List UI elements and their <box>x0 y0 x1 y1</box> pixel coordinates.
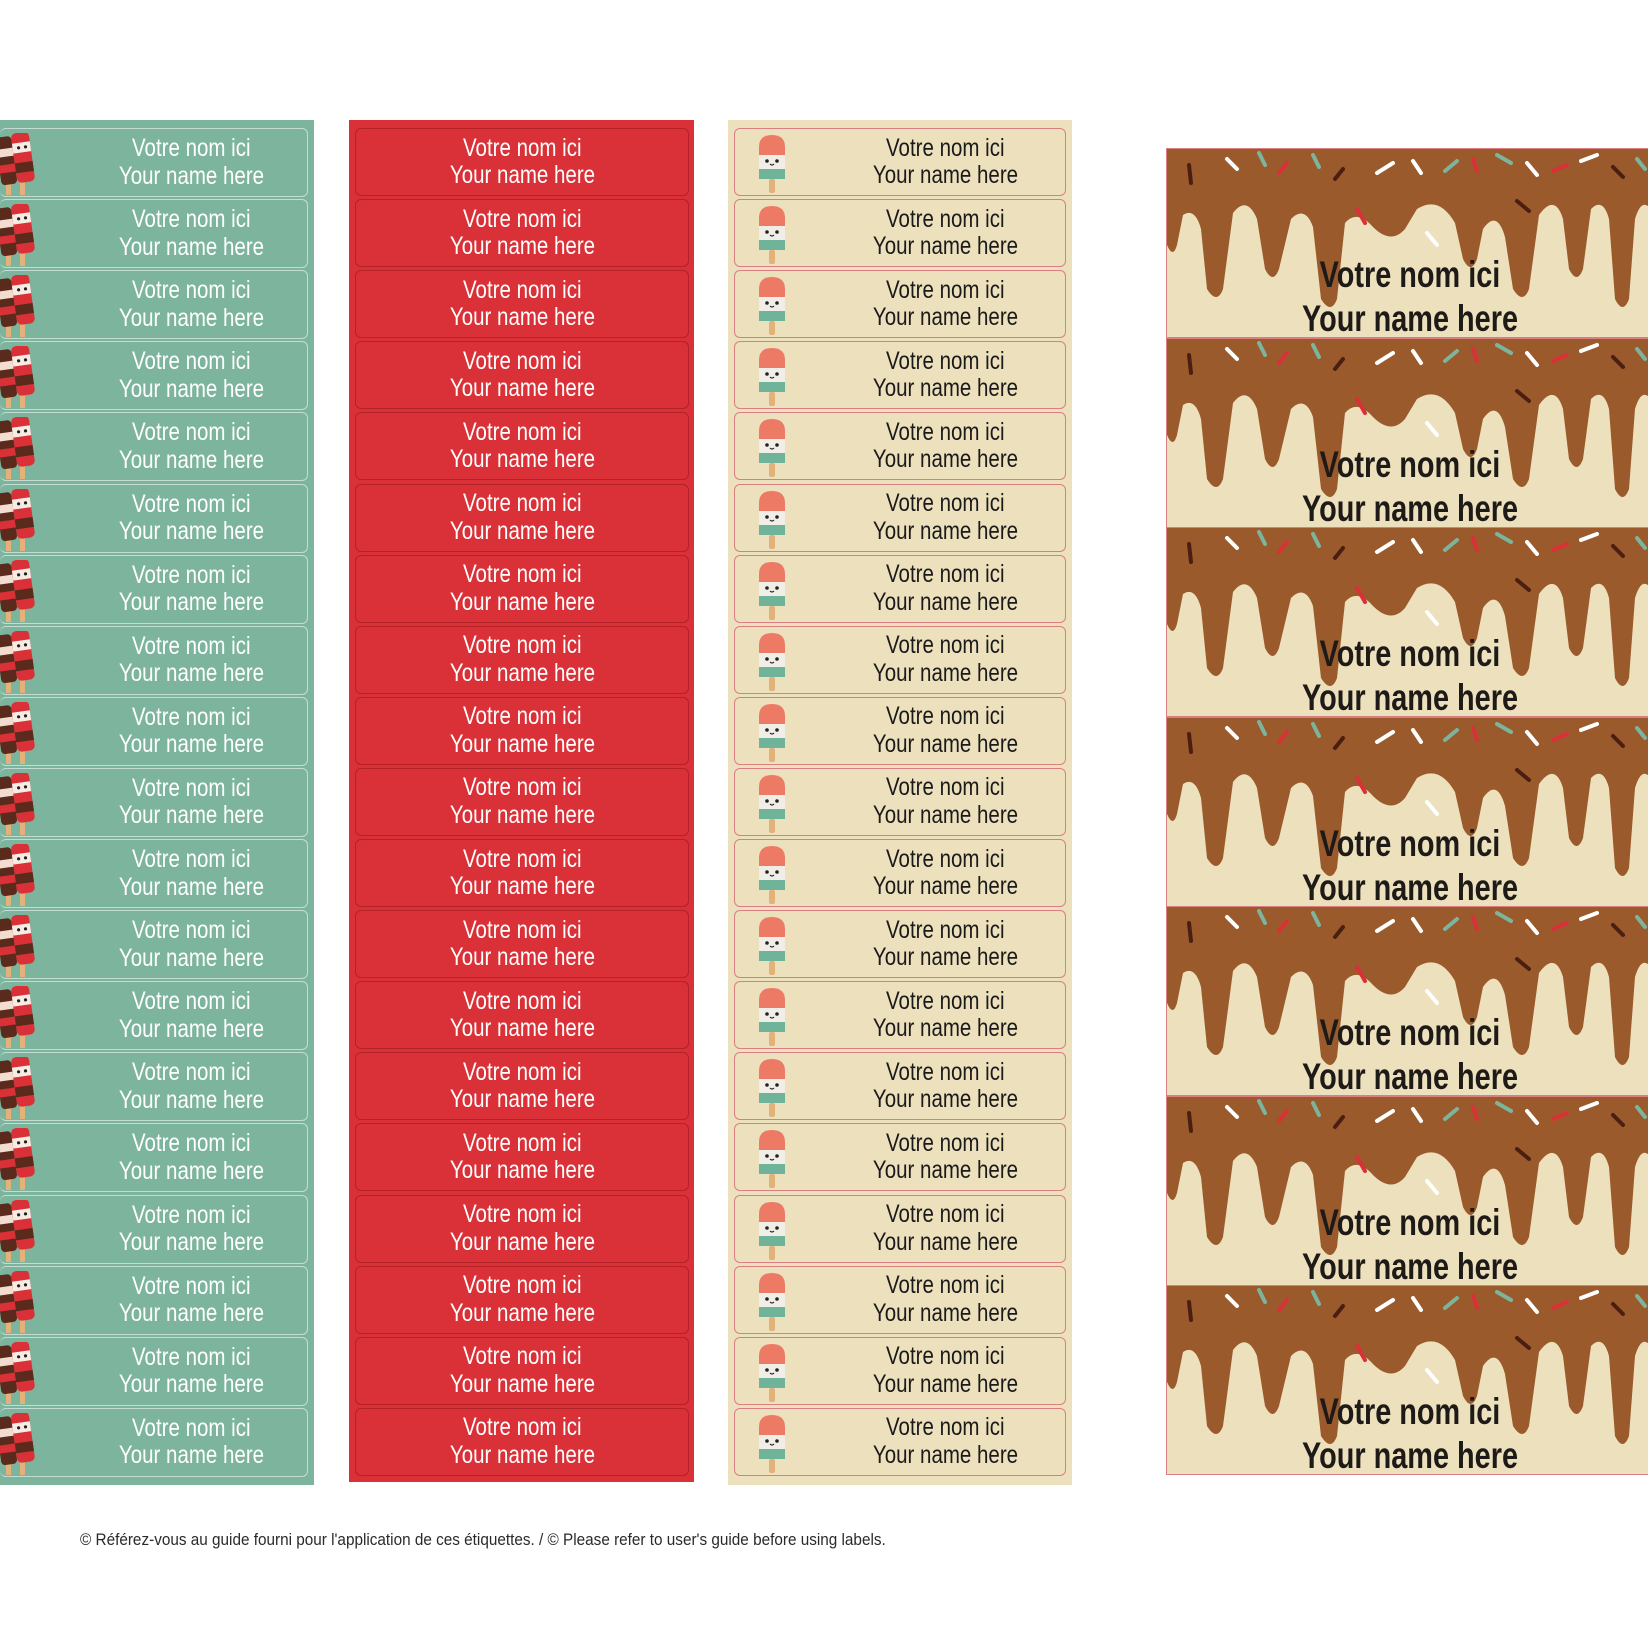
name-label <box>734 128 1066 196</box>
name-label <box>355 199 689 267</box>
popsicle-icon <box>755 1128 789 1190</box>
popsicle-icon <box>755 986 789 1048</box>
label-line-french: Votre nom ici <box>462 844 582 873</box>
popsicle-icon <box>755 844 789 906</box>
label-line-english: Your name here <box>449 1440 595 1469</box>
layered-popsicle-icon <box>0 986 36 1048</box>
label-line-english: Your name here <box>872 943 1018 972</box>
name-label <box>0 555 308 624</box>
label-line-french: Votre nom ici <box>462 560 582 589</box>
label-line-french: Votre nom ici <box>462 489 582 517</box>
label-sheet-green <box>0 120 314 1485</box>
label-line-french: Votre nom ici <box>885 204 1005 233</box>
layered-popsicle-icon <box>0 773 36 835</box>
name-label <box>355 270 689 338</box>
label-line-french: Votre nom ici <box>885 1342 1005 1371</box>
label-line-english: Your name here <box>118 232 265 261</box>
name-label <box>355 910 689 978</box>
label-line-french: Votre nom ici <box>462 1057 582 1086</box>
label-line-french: Votre nom ici <box>885 1271 1005 1300</box>
name-label-large <box>1166 1096 1648 1286</box>
layered-popsicle-icon <box>0 631 36 693</box>
label-sheet-red <box>349 120 694 1482</box>
label-line-english: Your name here <box>872 1440 1018 1469</box>
label-line-english: Your name here <box>449 445 595 474</box>
label-line-french: Votre nom ici <box>462 1200 582 1228</box>
name-label-large <box>1166 338 1648 528</box>
label-line-french: Votre nom ici <box>132 276 251 305</box>
label-line-english: Your name here <box>872 1085 1018 1114</box>
name-label <box>734 484 1066 552</box>
name-label-large <box>1166 1285 1648 1475</box>
layered-popsicle-icon <box>0 1413 36 1475</box>
name-label <box>355 1123 689 1191</box>
name-label <box>0 626 308 695</box>
label-line-french: Votre nom ici <box>462 1413 582 1442</box>
label-line-french: Votre nom ici <box>462 773 582 802</box>
name-label <box>734 839 1066 907</box>
label-line-french: Votre nom ici <box>132 1200 251 1229</box>
layered-popsicle-icon <box>0 1128 36 1190</box>
name-label <box>355 768 689 836</box>
layered-popsicle-icon <box>0 275 36 337</box>
label-line-english: Your name here <box>872 1227 1018 1256</box>
name-label <box>734 1266 1066 1334</box>
label-line-english: Your name here <box>449 800 595 829</box>
label-line-english: Your name here <box>1302 677 1518 717</box>
name-label <box>734 1408 1066 1476</box>
popsicle-icon <box>755 204 789 266</box>
label-line-french: Votre nom ici <box>132 205 251 234</box>
label-line-english: Your name here <box>449 1369 595 1398</box>
label-line-french: Votre nom ici <box>885 1413 1005 1442</box>
name-label <box>734 199 1066 267</box>
name-label <box>355 1337 689 1405</box>
label-line-english: Your name here <box>118 303 265 332</box>
name-label <box>0 412 308 481</box>
label-line-french: Votre nom ici <box>132 1342 251 1371</box>
label-line-english: Your name here <box>449 872 595 900</box>
popsicle-icon <box>755 417 789 479</box>
label-line-english: Your name here <box>118 801 265 830</box>
label-line-french: Votre nom ici <box>462 346 582 375</box>
label-line-french: Votre nom ici <box>132 489 251 518</box>
layered-popsicle-icon <box>0 915 36 977</box>
label-line-english: Your name here <box>1302 487 1518 528</box>
name-label <box>734 341 1066 409</box>
label-line-english: Your name here <box>118 161 265 190</box>
label-line-french: Votre nom ici <box>132 1058 251 1087</box>
label-line-english: Your name here <box>118 659 265 688</box>
label-line-french: Votre nom ici <box>885 1128 1005 1157</box>
label-line-french: Votre nom ici <box>1319 822 1501 864</box>
label-line-french: Votre nom ici <box>885 133 1005 162</box>
name-label <box>734 555 1066 623</box>
label-line-english: Your name here <box>1302 866 1518 907</box>
label-line-french: Votre nom ici <box>462 631 582 660</box>
label-line-french: Votre nom ici <box>885 986 1005 1015</box>
label-line-english: Your name here <box>872 1298 1018 1327</box>
name-label-large <box>1166 148 1648 338</box>
label-line-english: Your name here <box>449 161 595 189</box>
label-line-french: Votre nom ici <box>1319 1012 1501 1053</box>
label-line-english: Your name here <box>118 445 265 474</box>
layered-popsicle-icon <box>0 417 36 479</box>
name-label <box>734 626 1066 694</box>
name-label <box>0 1337 308 1406</box>
label-line-french: Votre nom ici <box>132 347 251 376</box>
popsicle-icon <box>755 631 789 693</box>
label-line-french: Votre nom ici <box>1319 1201 1501 1243</box>
name-label <box>734 1195 1066 1263</box>
label-line-english: Your name here <box>118 1299 265 1328</box>
label-line-english: Your name here <box>872 303 1018 332</box>
label-line-english: Your name here <box>449 374 595 403</box>
name-label <box>355 1408 689 1476</box>
label-line-english: Your name here <box>872 587 1018 616</box>
label-line-french: Votre nom ici <box>462 986 582 1015</box>
footer-note: © Référez-vous au guide fourni pour l'application de ces étiquettes. / © Please refer to user's guide before using labels. <box>80 1530 886 1549</box>
name-label <box>355 626 689 694</box>
name-label <box>355 981 689 1049</box>
label-line-english: Your name here <box>1302 1056 1518 1096</box>
name-label-large <box>1166 527 1648 717</box>
label-line-french: Votre nom ici <box>132 916 251 945</box>
label-line-english: Your name here <box>1302 1245 1518 1286</box>
label-line-french: Votre nom ici <box>885 915 1005 944</box>
popsicle-icon <box>755 702 789 764</box>
name-label <box>0 910 308 979</box>
label-line-english: Your name here <box>872 374 1018 403</box>
name-label <box>355 341 689 409</box>
label-line-english: Your name here <box>449 943 595 972</box>
label-line-english: Your name here <box>872 232 1018 261</box>
name-label <box>734 910 1066 978</box>
label-line-english: Your name here <box>449 729 595 758</box>
layered-popsicle-icon <box>0 560 36 622</box>
name-label-large <box>1166 717 1648 907</box>
label-line-english: Your name here <box>449 658 595 687</box>
name-label <box>0 1195 308 1264</box>
label-line-french: Votre nom ici <box>462 702 582 731</box>
label-line-french: Votre nom ici <box>1319 1391 1501 1432</box>
label-line-english: Your name here <box>118 374 265 403</box>
label-line-english: Your name here <box>118 1370 265 1399</box>
label-line-french: Votre nom ici <box>1319 254 1501 295</box>
label-line-french: Votre nom ici <box>885 844 1005 873</box>
name-label <box>0 839 308 908</box>
label-line-french: Votre nom ici <box>462 275 582 304</box>
name-label <box>355 697 689 765</box>
popsicle-icon <box>755 1057 789 1119</box>
name-label <box>0 768 308 837</box>
name-label <box>734 768 1066 836</box>
label-line-english: Your name here <box>872 161 1018 189</box>
popsicle-icon <box>755 1200 789 1262</box>
label-line-english: Your name here <box>118 730 265 759</box>
popsicle-icon <box>755 915 789 977</box>
label-line-english: Your name here <box>118 1014 265 1043</box>
name-label <box>734 270 1066 338</box>
label-line-english: Your name here <box>1302 298 1518 338</box>
label-line-french: Votre nom ici <box>132 773 251 802</box>
label-line-french: Votre nom ici <box>132 1413 251 1442</box>
label-line-english: Your name here <box>118 588 265 617</box>
name-label <box>0 484 308 553</box>
label-line-english: Your name here <box>449 1227 595 1256</box>
layered-popsicle-icon <box>0 346 36 408</box>
label-line-english: Your name here <box>449 1085 595 1114</box>
label-line-english: Your name here <box>449 232 595 261</box>
label-line-french: Votre nom ici <box>132 418 251 447</box>
label-line-french: Votre nom ici <box>885 489 1005 517</box>
label-line-french: Votre nom ici <box>462 133 582 162</box>
popsicle-icon <box>755 773 789 835</box>
label-line-english: Your name here <box>118 1228 265 1256</box>
name-label <box>0 128 308 197</box>
label-sheet-cream <box>728 120 1072 1485</box>
name-label <box>734 1123 1066 1191</box>
label-line-french: Votre nom ici <box>132 134 251 162</box>
popsicle-icon <box>755 1342 789 1404</box>
popsicle-icon <box>755 346 789 408</box>
label-line-french: Votre nom ici <box>1319 633 1501 674</box>
name-label <box>734 1337 1066 1405</box>
label-line-french: Votre nom ici <box>132 1129 251 1158</box>
name-label <box>0 341 308 410</box>
layered-popsicle-icon <box>0 844 36 906</box>
name-label <box>355 1195 689 1263</box>
label-line-french: Votre nom ici <box>132 631 251 660</box>
name-label <box>734 412 1066 480</box>
name-label <box>0 199 308 268</box>
label-line-french: Votre nom ici <box>132 1271 251 1300</box>
label-line-english: Your name here <box>449 1014 595 1043</box>
layered-popsicle-icon <box>0 133 36 195</box>
layered-popsicle-icon <box>0 1200 36 1262</box>
label-line-french: Votre nom ici <box>885 1057 1005 1086</box>
label-line-english: Your name here <box>118 517 265 545</box>
label-line-french: Votre nom ici <box>132 987 251 1016</box>
name-label <box>355 1052 689 1120</box>
name-label <box>0 1408 308 1477</box>
label-line-english: Your name here <box>118 943 265 972</box>
label-line-french: Votre nom ici <box>885 417 1005 446</box>
label-line-french: Votre nom ici <box>462 915 582 944</box>
name-label <box>355 412 689 480</box>
label-line-english: Your name here <box>872 658 1018 687</box>
name-label <box>734 1052 1066 1120</box>
name-label-large <box>1166 906 1648 1096</box>
label-line-english: Your name here <box>872 1369 1018 1398</box>
layered-popsicle-icon <box>0 702 36 764</box>
name-label <box>0 981 308 1050</box>
label-line-english: Your name here <box>449 303 595 332</box>
label-line-french: Votre nom ici <box>462 1271 582 1300</box>
label-line-french: Votre nom ici <box>132 560 251 589</box>
label-line-english: Your name here <box>118 872 265 901</box>
popsicle-icon <box>755 275 789 337</box>
name-label <box>355 484 689 552</box>
label-line-french: Votre nom ici <box>885 773 1005 802</box>
label-line-english: Your name here <box>118 1156 265 1185</box>
name-label <box>0 1266 308 1335</box>
label-line-french: Votre nom ici <box>132 845 251 873</box>
label-line-english: Your name here <box>872 1014 1018 1043</box>
name-label <box>355 555 689 623</box>
label-line-french: Votre nom ici <box>462 204 582 233</box>
label-line-french: Votre nom ici <box>885 275 1005 304</box>
name-label <box>0 1123 308 1192</box>
label-line-english: Your name here <box>872 445 1018 474</box>
name-label <box>0 697 308 766</box>
name-label <box>734 981 1066 1049</box>
name-label <box>355 839 689 907</box>
label-line-english: Your name here <box>118 1085 265 1114</box>
popsicle-icon <box>755 1413 789 1475</box>
label-line-english: Your name here <box>118 1441 265 1470</box>
popsicle-icon <box>755 133 789 195</box>
layered-popsicle-icon <box>0 1271 36 1333</box>
layered-popsicle-icon <box>0 204 36 266</box>
layered-popsicle-icon <box>0 1342 36 1404</box>
popsicle-icon <box>755 1271 789 1333</box>
label-line-english: Your name here <box>872 516 1018 545</box>
label-line-english: Your name here <box>449 516 595 545</box>
label-line-english: Your name here <box>449 1298 595 1327</box>
label-line-english: Your name here <box>449 587 595 616</box>
name-label <box>355 1266 689 1334</box>
label-line-french: Votre nom ici <box>885 560 1005 589</box>
label-line-french: Votre nom ici <box>885 702 1005 731</box>
label-line-english: Your name here <box>449 1156 595 1185</box>
label-line-french: Votre nom ici <box>1319 443 1501 485</box>
label-line-english: Your name here <box>872 872 1018 900</box>
label-line-french: Votre nom ici <box>462 1128 582 1157</box>
name-label <box>355 128 689 196</box>
label-line-french: Votre nom ici <box>132 702 251 731</box>
label-line-english: Your name here <box>872 729 1018 758</box>
label-sheet-chocolate-drip <box>1166 148 1648 1486</box>
name-label <box>0 270 308 339</box>
label-line-english: Your name here <box>872 1156 1018 1185</box>
name-label <box>734 697 1066 765</box>
label-line-french: Votre nom ici <box>885 1200 1005 1228</box>
label-line-french: Votre nom ici <box>462 417 582 446</box>
label-line-french: Votre nom ici <box>885 631 1005 660</box>
popsicle-icon <box>755 560 789 622</box>
label-line-french: Votre nom ici <box>885 346 1005 375</box>
name-label <box>0 1052 308 1121</box>
layered-popsicle-icon <box>0 489 36 551</box>
popsicle-icon <box>755 489 789 551</box>
label-line-english: Your name here <box>872 800 1018 829</box>
label-line-french: Votre nom ici <box>462 1342 582 1371</box>
label-line-english: Your name here <box>1302 1435 1518 1475</box>
layered-popsicle-icon <box>0 1057 36 1119</box>
